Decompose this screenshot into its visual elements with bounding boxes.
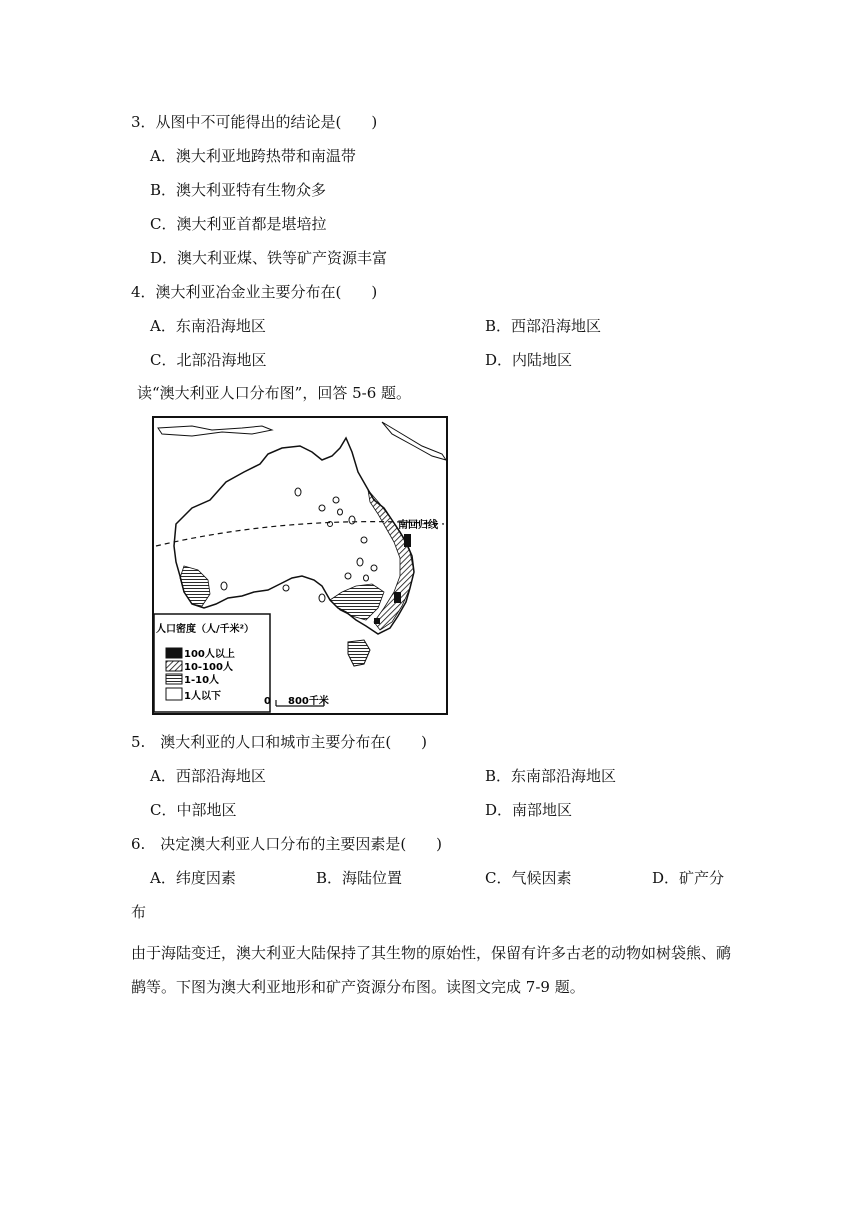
intro-5-6: 读“澳大利亚人口分布图”，回答 5-6 题。 — [137, 384, 412, 402]
question-3-option-d: D．澳大利亚煤、铁等矿产资源丰富 — [150, 249, 388, 267]
question-5-option-b: B．东南部沿海地区 — [485, 767, 617, 785]
passage-7-9: 由于海陆变迁，澳大利亚大陆保持了其生物的原始性，保留有许多古老的动物如树袋熊、鸸鹋等。下图为澳大利亚地形和矿产资源分布图。读图文完成 7-9 题。 — [131, 944, 732, 996]
question-3-option-c: C．澳大利亚首都是堪培拉 — [150, 215, 327, 233]
scale-label: 800千米 — [288, 696, 329, 707]
legend-swatch-100-plus — [166, 648, 182, 658]
question-5-option-d: D．南部地区 — [485, 801, 573, 819]
question-6-option-c: C．气候因素 — [485, 869, 572, 887]
question-6-option-d: D．矿产分 — [652, 869, 725, 887]
legend-swatch-1-10 — [166, 674, 182, 684]
legend-swatch-below-1 — [166, 688, 182, 700]
question-4-option-b: B．西部沿海地区 — [485, 317, 602, 335]
question-5-option-a: A．西部沿海地区 — [150, 767, 266, 785]
legend-swatch-10-100 — [166, 661, 182, 671]
question-6-stem: 6. 决定澳大利亚人口分布的主要因素是( ) — [131, 835, 443, 853]
question-6-option-d-wrap: 布 — [131, 903, 147, 921]
legend-label-100-plus: 100人以上 — [184, 649, 235, 660]
question-5-option-c: C．中部地区 — [150, 801, 237, 819]
population-map — [152, 416, 448, 716]
legend-title: 人口密度（人/千米²） — [156, 624, 255, 635]
question-6-option-a: A．纬度因素 — [150, 869, 236, 887]
question-4-option-c: C．北部沿海地区 — [150, 351, 267, 369]
question-3-option-a: A．澳大利亚地跨热带和南温带 — [150, 147, 356, 165]
legend-label-below-1: 1人以下 — [184, 691, 221, 702]
legend-label-10-100: 10-100人 — [184, 662, 233, 673]
question-4-option-d: D．内陆地区 — [485, 351, 573, 369]
question-3-option-b: B．澳大利亚特有生物众多 — [150, 181, 327, 199]
scale-zero: 0 — [264, 696, 271, 707]
legend-label-1-10: 1-10人 — [184, 675, 220, 686]
density-100-plus-melbourne — [374, 618, 380, 624]
question-6-option-b: B．海陆位置 — [316, 869, 403, 887]
question-5-stem: 5. 澳大利亚的人口和城市主要分布在( ) — [131, 733, 428, 751]
question-4-option-a: A．东南沿海地区 — [150, 317, 266, 335]
question-4-stem: 4．澳大利亚冶金业主要分布在( ) — [131, 283, 378, 301]
question-3-stem: 3．从图中不可能得出的结论是( ) — [131, 113, 378, 131]
tropic-label: 南回归线 — [398, 520, 438, 531]
population-map-svg — [152, 416, 448, 716]
density-100-plus-sydney — [394, 592, 401, 603]
density-100-plus-brisbane — [404, 534, 411, 547]
